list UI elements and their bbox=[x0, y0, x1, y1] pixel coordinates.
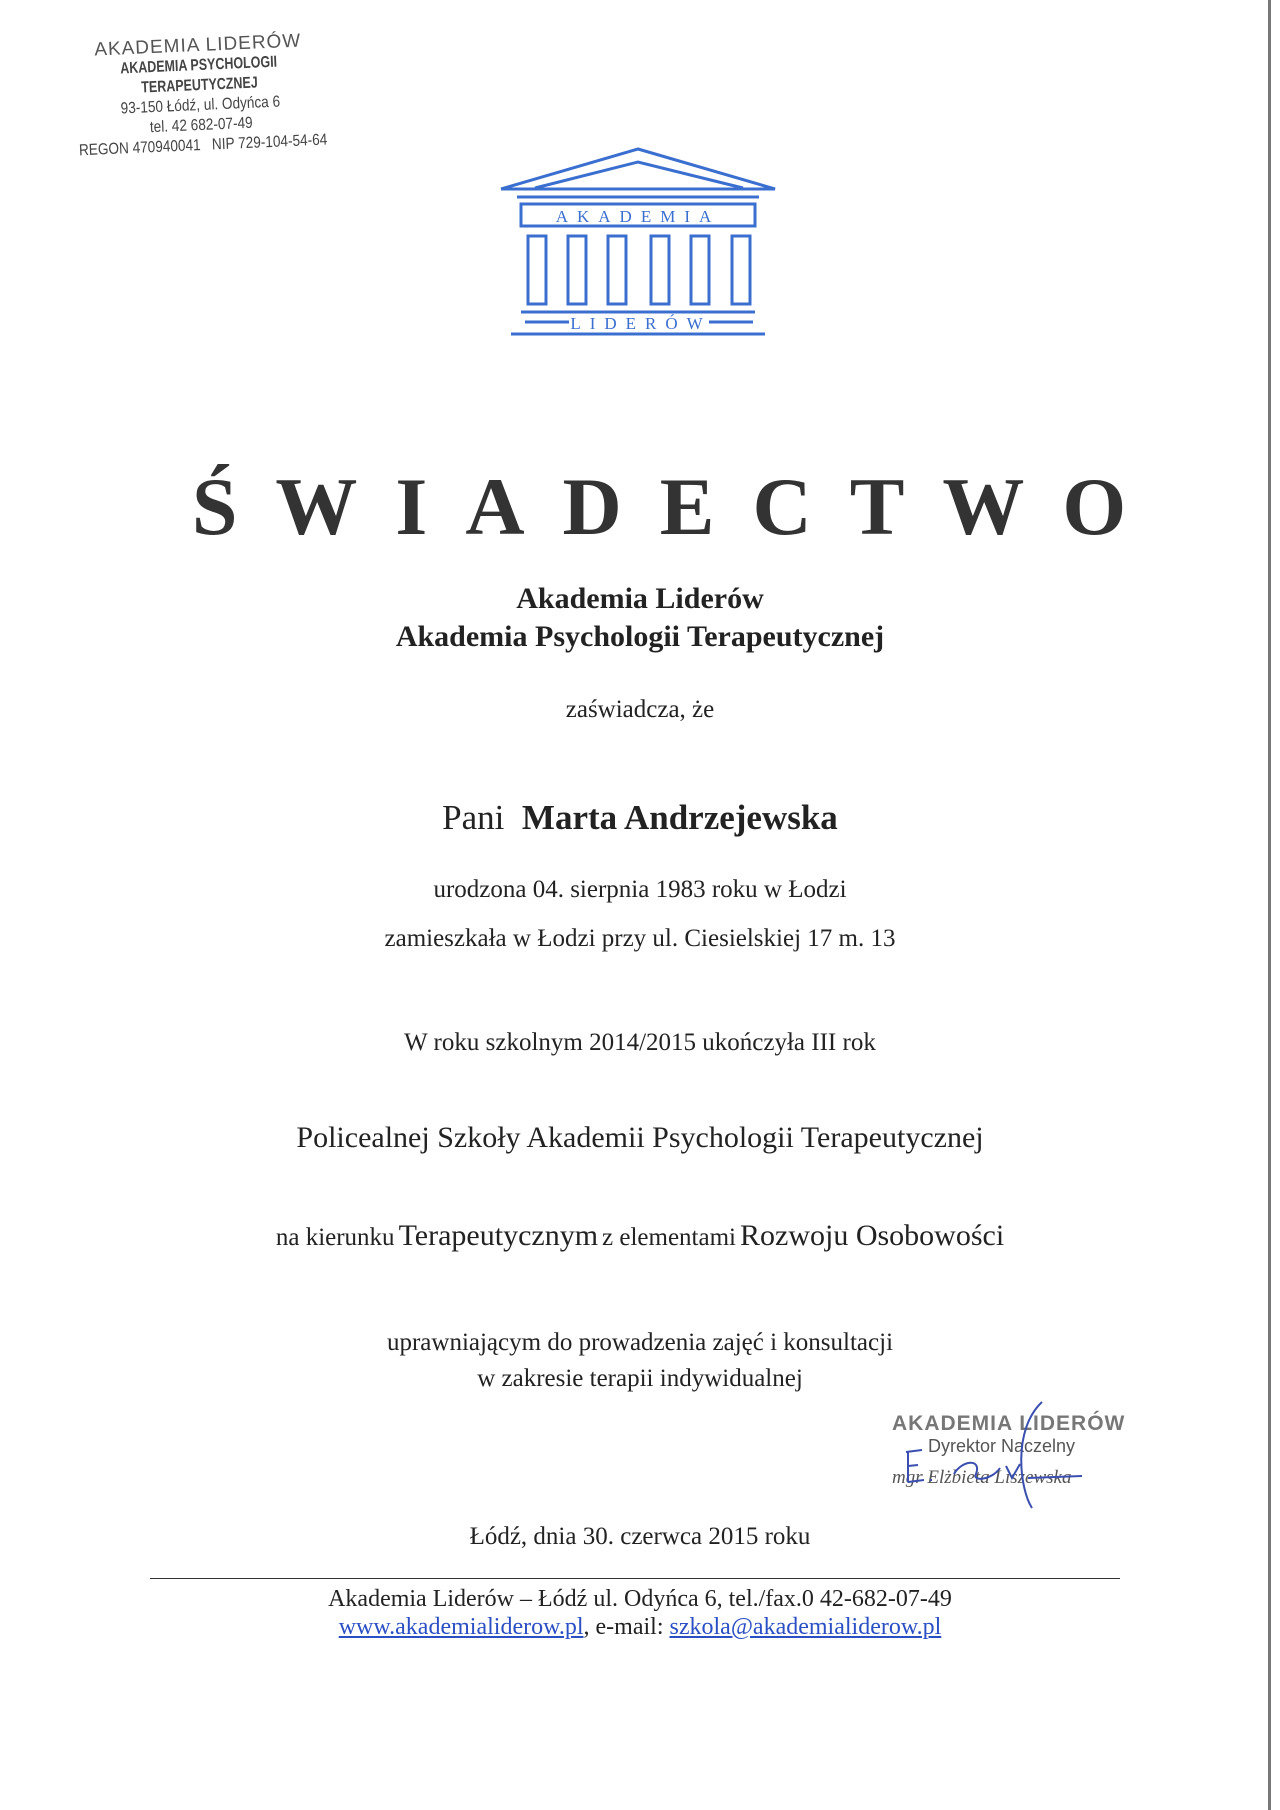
issuer-line-2: Akademia Psychologii Terapeutycznej bbox=[395, 620, 885, 653]
website-link[interactable]: www.akademialiderow.pl bbox=[338, 1614, 584, 1640]
stamp-org: AKADEMIA LIDERÓW bbox=[93, 30, 302, 61]
footer-divider bbox=[150, 1578, 1120, 1579]
entitlement-line-1: uprawniającym do prowadzenia zajęć i konsultacji bbox=[386, 1329, 894, 1356]
field-text: na kierunku bbox=[275, 1224, 395, 1251]
recipient-prefix: Pani bbox=[442, 798, 505, 837]
place-and-date: Łódź, dnia 30. czerwca 2015 roku bbox=[469, 1523, 811, 1550]
stamp-address: 93-150 Łódź, ul. Odyńca 6 bbox=[120, 93, 281, 118]
address-stamp bbox=[53, 30, 348, 163]
stamp-org-2: AKADEMIA PSYCHOLOGII TERAPEUTYCZNEJ bbox=[119, 53, 278, 97]
stamp-ids: REGON 470940041 NIP 729-104-54-64 bbox=[78, 131, 328, 160]
signature-stamp-name: mgr Elżbieta Liszewska bbox=[892, 1467, 1072, 1488]
email-label: , e-mail: bbox=[583, 1614, 670, 1640]
document-title: ŚWIADECTWO bbox=[191, 461, 1165, 552]
residence-info: zamieszkała w Łodzi przy ul. Ciesielskiej 17 m. 13 bbox=[384, 925, 896, 952]
signature-stamp-org: AKADEMIA LIDERÓW bbox=[892, 1412, 1126, 1435]
entitlement-line-2: w zakresie terapii indywidualnej bbox=[477, 1365, 803, 1392]
academy-logo bbox=[497, 146, 779, 338]
issuer-line-1: Akademia Liderów bbox=[516, 582, 764, 615]
certifies-text: zaświadcza, że bbox=[565, 696, 715, 723]
logo-bottom-text: LIDERÓW bbox=[570, 314, 712, 333]
footer-contact bbox=[0, 1614, 1280, 1641]
logo-top-text: AKADEMIA bbox=[555, 207, 721, 226]
footer-address: Akademia Liderów – Łódź ul. Odyńca 6, tel./fax.0 42-682-07-49 bbox=[328, 1586, 952, 1612]
field-specialization: Rozwoju Osobowości bbox=[740, 1219, 1005, 1252]
recipient-name: Marta Andrzejewska bbox=[521, 798, 838, 837]
birth-info: urodzona 04. sierpnia 1983 roku w Łodzi bbox=[433, 876, 847, 903]
field-of-study bbox=[0, 1219, 1280, 1253]
director-stamp bbox=[892, 1412, 1132, 1489]
field-name: Terapeutycznym bbox=[398, 1219, 599, 1252]
field-text: z elementami bbox=[602, 1224, 736, 1251]
stamp-phone: tel. 42 682-07-49 bbox=[149, 114, 254, 137]
school-name: Policealnej Szkoły Akademii Psychologii Terapeutycznej bbox=[296, 1121, 984, 1154]
handwritten-signature bbox=[892, 1390, 1112, 1520]
email-link[interactable]: szkola@akademialiderow.pl bbox=[669, 1614, 942, 1640]
recipient bbox=[0, 798, 1280, 838]
signature-stamp-role: Dyrektor Naczelny bbox=[928, 1436, 1076, 1456]
completion-info: W roku szkolnym 2014/2015 ukończyła III rok bbox=[404, 1029, 876, 1056]
